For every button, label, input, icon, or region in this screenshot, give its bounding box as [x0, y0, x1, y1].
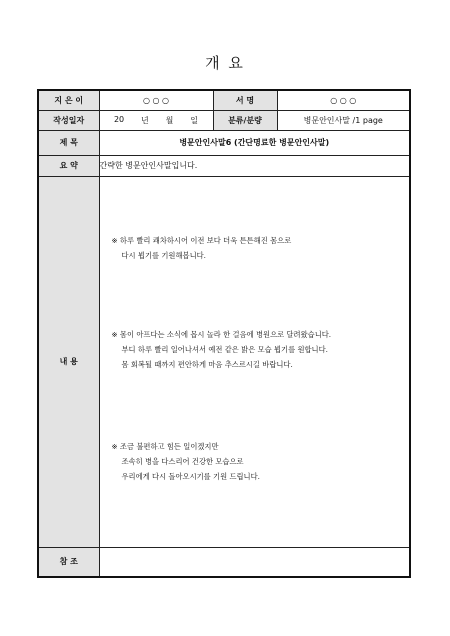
reference-label: 참 조 [38, 547, 99, 577]
date-value[interactable] [99, 110, 213, 130]
content-line: ※ 하루 빨리 쾌차하시어 이전 보다 더욱 튼튼해진 몸으로 [111, 235, 292, 245]
row-content [38, 176, 410, 547]
content-paragraph-1 [112, 233, 402, 263]
row-author [38, 90, 410, 110]
category-label: 분류/분량 [213, 110, 277, 130]
content-label: 내 용 [38, 176, 99, 547]
row-summary [38, 155, 410, 176]
content-line: 부디 하루 빨리 일어나셔서 예전 같은 밝은 모습 뵙기를 원합니다. [121, 344, 328, 354]
row-title [38, 130, 410, 155]
author-value[interactable]: ○ ○ ○ [99, 90, 213, 110]
content-paragraph-3 [112, 439, 402, 484]
reference-value[interactable] [99, 547, 410, 577]
date-year: 20 [113, 114, 125, 124]
content-line: 몸 회복될 때까지 편안하게 마음 추스르시길 바랍니다. [121, 359, 293, 369]
content-line: 조속히 병을 다스리어 건강한 모습으로 [121, 456, 244, 466]
content-paragraph-2 [112, 327, 402, 372]
title-label: 제 목 [38, 130, 99, 155]
page-title: 개 요 [205, 54, 245, 72]
date-label: 작성일자 [38, 110, 99, 130]
row-reference [38, 547, 410, 577]
date-year-unit: 년 [141, 115, 149, 125]
summary-value[interactable]: 간략한 병문안인사말입니다. [99, 155, 410, 176]
content-line: 다시 뵙기를 기원해봅니다. [121, 250, 206, 260]
author-label: 지 은 이 [38, 90, 99, 110]
date-day-unit: 일 [190, 115, 198, 125]
content-line: 우리에게 다시 돌아오시기를 기원 드립니다. [121, 471, 260, 481]
signature-label: 서 명 [213, 90, 277, 110]
title-value[interactable]: 병문안인사말6 (간단명료한 병문안인사말) [99, 130, 410, 155]
date-month-unit: 월 [165, 115, 174, 125]
summary-form-table [37, 89, 411, 578]
category-value[interactable]: 병문안인사말 /1 page [277, 110, 410, 130]
content-body[interactable] [99, 176, 410, 547]
row-date [38, 110, 410, 130]
content-line: ※ 조금 불편하고 힘든 일이겠지만 [111, 441, 219, 451]
content-line: ※ 몸이 아프다는 소식에 몹시 놀라 한 걸음에 병원으로 달려왔습니다. [111, 329, 332, 339]
signature-value[interactable]: ○ ○ ○ [277, 90, 410, 110]
summary-label: 요 약 [38, 155, 99, 176]
